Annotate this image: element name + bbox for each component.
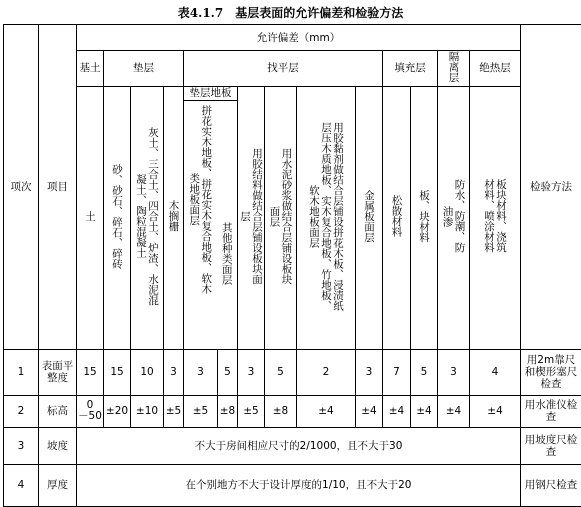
col-wood-joist: 木搁栅 <box>164 86 184 349</box>
group-base: 基土 <box>77 51 104 87</box>
group-leveling: 找平层 <box>184 51 383 87</box>
cell: ±5 <box>184 395 218 427</box>
col-sand-gravel: 砂、砂石、碎石、碎砖 <box>104 86 131 349</box>
cell: 3 <box>356 349 383 395</box>
cell: 5 <box>411 349 438 395</box>
col-loose-material: 松散材料 <box>383 86 411 349</box>
table-title: 表4.1.7 基层表面的允许偏差和检验方法 <box>0 4 581 21</box>
table-row <box>4 464 581 506</box>
cell: ±5 <box>238 395 265 427</box>
header-item: 项目 <box>39 25 77 350</box>
cell: 10 <box>131 349 164 395</box>
row-method: 用水准仪检查 <box>521 395 581 427</box>
cell: 4 <box>470 349 521 395</box>
cell: ±4 <box>470 395 521 427</box>
group-insulation: 绝热层 <box>470 51 521 87</box>
cell: ±4 <box>438 395 470 427</box>
row-method: 用钢尺检查 <box>521 464 581 506</box>
cell: 3 <box>164 349 184 395</box>
row-span-text: 不大于房间相应尺寸的2/1000，且不大于30 <box>77 427 521 464</box>
cell: ±5 <box>164 395 184 427</box>
cell: ±4 <box>297 395 356 427</box>
cell: ±20 <box>104 395 131 427</box>
col-parquet-floor: 拼花实木地板、拼花实木复合地板、软木类地板面层 <box>188 105 212 295</box>
table-row <box>4 427 581 464</box>
col-adhesive-binder: 用胶黏剂做结合层铺设拼花木板、浸渍纸层压木质地板、实木复合地板、竹地板、软木地板面层 <box>297 86 356 349</box>
row-no: 2 <box>4 395 39 427</box>
col-soil: 土 <box>77 86 104 349</box>
cell: 15 <box>104 349 131 395</box>
group-cushion: 垫层 <box>104 51 184 87</box>
subgroup-cushion-floor: 垫层地板 拼花实木地板、拼花实木复合地板、软木类地板面层 其他种类面层 <box>184 86 238 349</box>
cell: 2 <box>297 349 356 395</box>
row-method: 用坡度尺检查 <box>521 427 581 464</box>
table-row <box>4 395 581 427</box>
row-method: 用2m靠尺和楔形塞尺检查 <box>521 349 581 395</box>
header-inspection-method: 检验方法 <box>521 25 581 350</box>
col-waterproof: 防水、防潮、防油渗 <box>438 86 470 349</box>
row-item: 标高 <box>39 395 77 427</box>
cell: ±4 <box>356 395 383 427</box>
cell: 0 －50 <box>77 395 104 427</box>
col-metal-panel: 金属板面层 <box>356 86 383 349</box>
col-mortar-binder: 用水泥砂浆做结合层铺设板块面层 <box>265 86 297 349</box>
cell: ±10 <box>131 395 164 427</box>
col-block-material: 板、块材料 <box>411 86 438 349</box>
row-no: 4 <box>4 464 39 506</box>
row-item: 厚度 <box>39 464 77 506</box>
cell: ±8 <box>218 395 238 427</box>
row-no: 3 <box>4 427 39 464</box>
tolerance-table <box>3 24 581 507</box>
cell: ±4 <box>411 395 438 427</box>
cell: 5 <box>218 349 238 395</box>
header-item-no: 项次 <box>4 25 39 350</box>
table-row <box>4 349 581 395</box>
row-item: 表面平整度 <box>39 349 77 395</box>
cell: 15 <box>77 349 104 395</box>
row-span-text: 在个别地方不大于设计厚度的1/10，且不大于20 <box>77 464 521 506</box>
cell: 3 <box>184 349 218 395</box>
row-no: 1 <box>4 349 39 395</box>
cell: 3 <box>438 349 470 395</box>
col-insulation-material: 板块材料、浇筑材料、喷涂材料 <box>470 86 521 349</box>
cell: ±8 <box>265 395 297 427</box>
cell: 3 <box>238 349 265 395</box>
col-lime-concrete: 灰土、三合土、四合土、炉渣、水泥混凝土、陶粒混凝土 <box>131 86 164 349</box>
cell: 7 <box>383 349 411 395</box>
row-item: 坡度 <box>39 427 77 464</box>
group-isolation: 隔离层 <box>438 51 470 87</box>
col-cement-binder: 用胶结料做结合层铺设板块面层 <box>238 86 265 349</box>
header-allowed-deviation: 允许偏差（mm） <box>77 25 521 51</box>
cell: 5 <box>265 349 297 395</box>
group-filling: 填充层 <box>383 51 438 87</box>
cell: ±4 <box>383 395 411 427</box>
col-other-surface: 其他种类面层 <box>221 105 233 349</box>
